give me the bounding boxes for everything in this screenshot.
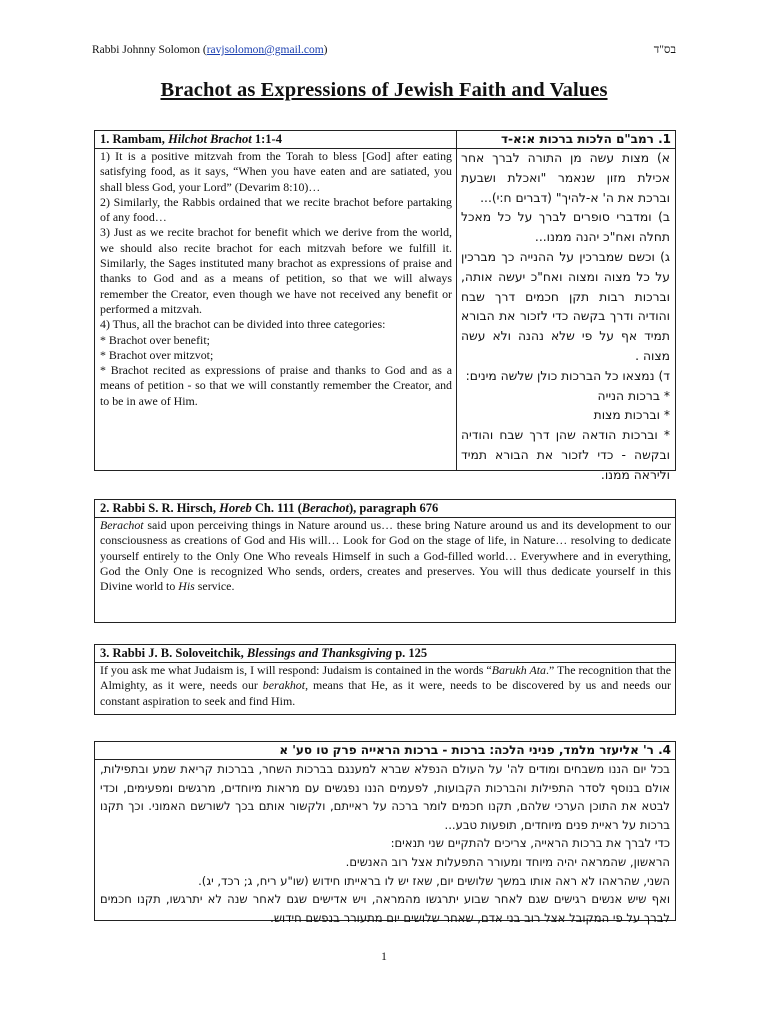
paragraph: 4) Thus, all the brachot can be divided into three categories: — [100, 317, 386, 332]
source-1-heading — [95, 131, 456, 149]
source-4-heading: 4. ר' אליעזר מלמד, פניני הלכה: ברכות - ברכות הראייה פרק טו סע' א — [95, 742, 675, 760]
hebrew-paragraph: * וברכות הודאה שהן דרך שבח והודיה ובקשה - כדי לזכור את הבורא תמיד וליראה ממנו. — [461, 428, 670, 482]
paragraph: * Brachot over benefit; — [100, 332, 210, 347]
source-3-berakhot: berakhot — [262, 678, 306, 693]
paragraph: * Brachot over mitzvot; — [100, 347, 214, 362]
source-1-box — [94, 130, 676, 482]
source-2-his: His — [178, 579, 195, 594]
email-link[interactable]: ravjsolomon@gmail.com — [206, 44, 324, 56]
source-1-english — [95, 131, 457, 470]
hebrew-paragraph: * וברכות מצות — [593, 408, 670, 423]
source-3-heading-ref: p. 125 — [392, 646, 428, 660]
source-2-heading — [95, 500, 675, 518]
header-bsd: בס"ד — [653, 44, 676, 56]
source-1-hebrew-text — [457, 149, 675, 486]
hebrew-paragraph: כדי לברך את ברכות הראייה, צריכים להתקיים שני תנאים: — [390, 836, 670, 851]
hebrew-paragraph: א) מצות עשה מן התורה לברך אחר אכילת מזון שנאמר "ואכלת ושבעת וברכת את ה' א-להיך" (דברים ח:י)... — [461, 151, 670, 205]
source-1-heading-ref: 1:1-4 — [251, 132, 282, 146]
author-close: ) — [323, 44, 328, 56]
source-2-text — [95, 518, 675, 594]
source-1-text — [95, 149, 456, 409]
hebrew-paragraph: בכל יום הננו משבחים ומודים לה' על העולם הנפלא שברא למענגם בברכות השחר, בברכות קריאת שמע ובתפילות, אולם בנוסף לסדר התפילות והברכות הקבועות, לפעמים הננו נפגשים עם מראות מיוחדים, מרגשים ומפעימים, וכדי לבטא את התוכן הערכי שלהם, תקנו חכמים לומר ברכה על ראייתם, ולקשור אותם בכך לשורשם האמוני. וכך תקנו ברכות על ראיית פנים מיוחדים, תופעות טבע... — [100, 762, 670, 832]
page-title: Brachot as Expressions of Jewish Faith and Values — [160, 79, 608, 101]
hebrew-paragraph: הראשון, שהמראה יהיה מיוחד ומעורר התפעלות אצל רוב האנשים. — [345, 854, 670, 869]
source-1-hebrew-heading: 1. רמב"ם הלכות ברכות א:א-ד — [457, 131, 675, 149]
source-3-text-1: If you ask me what Judaism is, I will respond: Judaism is contained in the words “ — [100, 663, 492, 677]
source-3-box — [94, 644, 676, 715]
header-author — [92, 44, 327, 56]
source-2-heading-work2: Berachot — [301, 501, 350, 515]
source-2-end: service. — [194, 579, 235, 594]
source-3-baruch: Barukh Ata — [491, 663, 546, 677]
paragraph: 3) Just as we recite brachot for benefit which we derive from the world, we should also recite brachot for each mitzvah before we fulfill it. Similarly, the Sages instituted many brachot as expressions of praise and thanks to God and as a means of petition, so that we will always remember the Creator, even though we have not received any benefit or performed a mitzvah. — [100, 225, 452, 316]
source-2-heading-work: Horeb — [219, 501, 252, 515]
source-4-text — [95, 760, 675, 927]
author-name: Rabbi Johnny Solomon ( — [92, 44, 207, 56]
hebrew-paragraph: ד) נמצאו כל הברכות כולן שלשה מינים: — [465, 368, 670, 383]
source-1-hebrew — [457, 131, 675, 482]
paragraph: 1) It is a positive mitzvah from the Torah to bless [God] after eating satisfying food, as it says, “When you have eaten and are satiated, you shall bless God, your Lord” (Devarim 8:10)… — [100, 149, 452, 194]
source-3-heading-num: 3. Rabbi J. B. Soloveitchik, — [100, 646, 247, 660]
hebrew-paragraph: ב) ומדברי סופרים לברך על כל מאכל תחלה ואח"כ יהנה ממנו... — [461, 210, 670, 245]
paragraph: 2) Similarly, the Rabbis ordained that we recite brachot before partaking of any food… — [100, 194, 452, 225]
page-number: 1 — [381, 951, 387, 963]
hebrew-paragraph: השני, שהראהו לא ראה אותו במשך שלושים יום, שאז יש לו בראייתו חידוש (שו"ע ריח, ג; רכד, יג). — [198, 873, 670, 888]
source-3-text-2: .” The recognition that the Almighty, as it were, needs our — [100, 663, 671, 693]
source-2-heading-mid: Ch. 111 ( — [251, 501, 302, 515]
source-1-heading-num: 1. Rambam, — [100, 132, 169, 146]
source-2-box — [94, 499, 676, 623]
source-2-lead: Berachot — [100, 518, 144, 532]
source-1-heading-work: Hilchot Brachot — [168, 132, 252, 146]
hebrew-paragraph: * ברכות הנייה — [597, 388, 670, 403]
hebrew-paragraph: ג) וכשם שמברכין על ההנייה כך מברכין על כל מצוה ומצוה ואח"כ יעשה אותה, וברכות רבות תקן חכמים דרך שבח והודיה ודרך בקשה כדי לזכור את הבורא תמיד אף על פי שלא נהנה ולא עשה מצוה . — [461, 249, 670, 363]
hebrew-paragraph: ואף שיש אנשים רגישים שגם לאחר שבוע יתרגשו מהמראה, ויש אדישים שגם לאחר שנה לא יתרגשו, תקנו חכמים לברך על פי המקובל אצל רוב בני אדם, שאחר שלושים יום מתעורר בנפשם חידוש. — [100, 892, 670, 925]
source-2-heading-num: 2. Rabbi S. R. Hirsch, — [100, 501, 220, 515]
source-3-text-3: , means that He, as it were, needs to be discovered by us and needs our constant aspiration to seek and find Him. — [100, 678, 671, 708]
source-2-heading-end: ), paragraph 676 — [349, 501, 439, 515]
source-3-heading-work: Blessings and Thanksgiving — [246, 646, 393, 660]
source-3-heading — [95, 645, 675, 663]
paragraph: * Brachot recited as expressions of praise and thanks to God and as a means of petition - so that we will constantly remember the Creator, and to be in awe of Him. — [100, 363, 452, 408]
source-2-body: said upon perceiving things in Nature around us… these bring Nature around us and its development to our consciousness as creations of God and His will… Look for God on the stage of life, in Nature… resolving to dedicate yourself entirely to the Only One Who reveals Himself in such a God-filled world… Everywhere and in everything, God the Only One is recognized Who sends, orders, creates and preserves. You will thus dedicate yourself in this Divine world to — [100, 518, 671, 594]
source-4-box — [94, 741, 676, 925]
source-3-text — [95, 663, 675, 709]
